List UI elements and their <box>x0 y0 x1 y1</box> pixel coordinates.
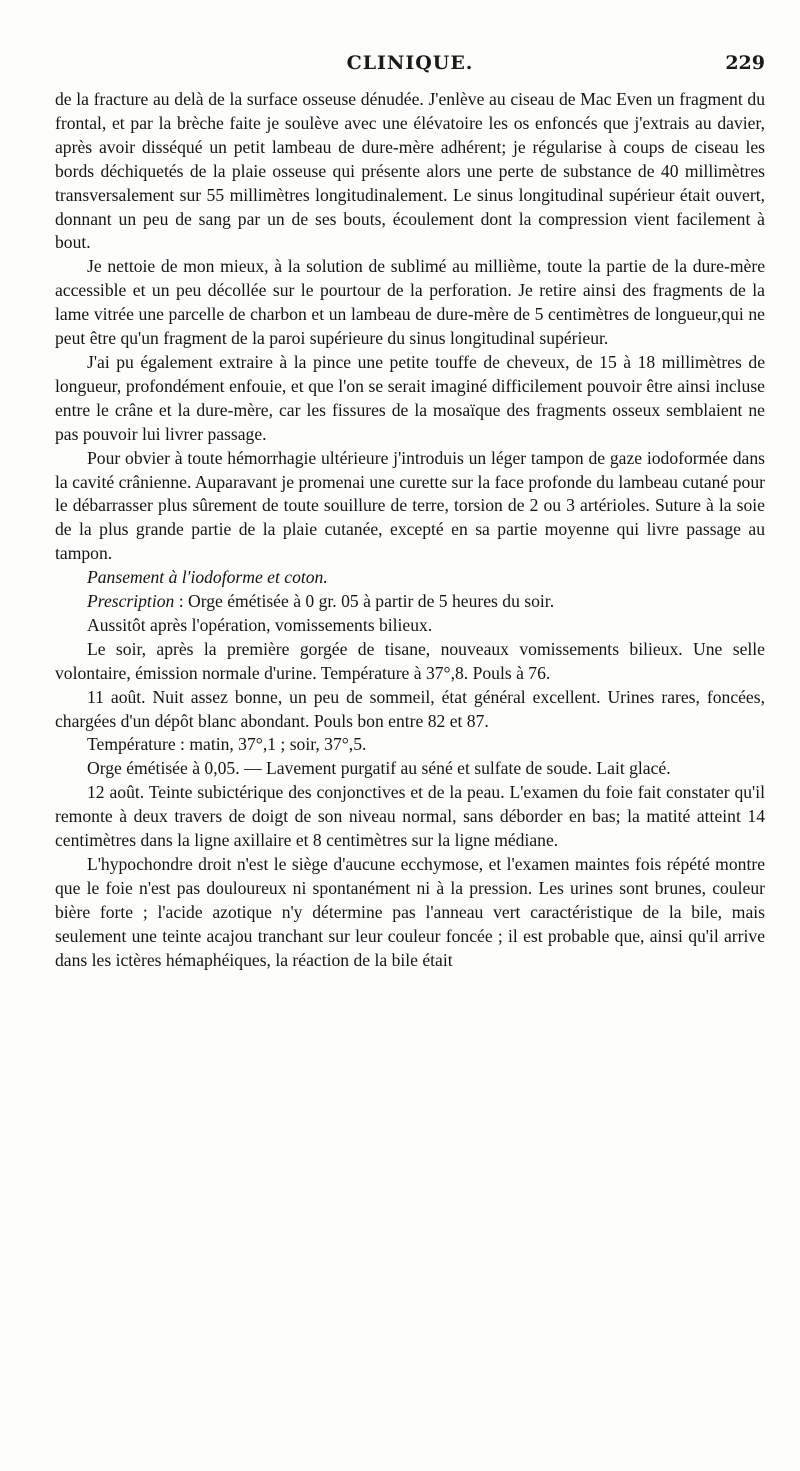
paragraph: Orge émétisée à 0,05. — Lavement purgatif au séné et sulfate de soude. Lait glacé. <box>87 758 671 779</box>
paragraph: Pour obvier à toute hémorrhagie ultérieure j'introduis un léger tampon de gaze iodoformée dans la cavité crânienne. Auparavant je promenai une curette sur la face profonde du lambeau cutané pour le débarrasser plus sûrement de toute souillure de terre, torsion de 2 ou 3 artérioles. Suture à la soie de la plus grande partie de la plaie cutanée, excepté en sa partie moyenne qui livre passage au tampon. <box>55 447 765 564</box>
paragraph: Température : matin, 37°,1 ; soir, 37°,5. <box>87 734 367 755</box>
paragraph: de la fracture au delà de la surface osseuse dénudée. J'enlève au ciseau de Mac Even un fragment du frontal, et par la brèche faite je soulève avec une élévatoire les os enfoncés que j'extrais au davier, après avoir disséqué un petit lambeau de dure-mère adhérent; je régularise à coups de ciseau les bords déchiquetés de la plaie osseuse qui présente alors une perte de substance de 40 millimètres transversalement sur 55 millimètres longitudinalement. Le sinus longitudinal supérieur était ouvert, donnant un peu de sang par un de ses bouts, écoulement dont la compression vient facilement à bout. <box>55 89 765 253</box>
running-title: CLINIQUE. <box>346 52 474 74</box>
paragraph: 12 août. Teinte subictérique des conjonctives et de la peau. L'examen du foie fait constater qu'il remonte à deux travers de doigt de son niveau normal, sans déborder en bas; la matité atteint 14 centimètres dans la ligne axillaire et 8 centimètres sur la ligne médiane. <box>55 782 765 851</box>
paragraph-dressing: Pansement à l'iodoforme et coton. <box>87 567 328 588</box>
paragraph: L'hypochondre droit n'est le siège d'aucune ecchymose, et l'examen maintes fois répété montre que le foie n'est pas douloureux ni spontanément ni à la pression. Les urines sont brunes, couleur bière forte ; l'acide azotique n'y détermine pas l'anneau vert caractéristique de la bile, mais seulement une teinte acajou tranchant sur leur couleur foncée ; il est probable que, ainsi qu'il arrive dans les ictères hémaphéiques, la réaction de la bile était <box>55 854 765 970</box>
prescription-label: Prescription <box>87 591 175 612</box>
paragraph: Le soir, après la première gorgée de tisane, nouveaux vomissements bilieux. Une selle volontaire, émission normale d'urine. Température à 37°,8. Pouls à 76. <box>55 638 765 683</box>
paragraph: 11 août. Nuit assez bonne, un peu de sommeil, état général excellent. Urines rares, foncées, chargées d'un dépôt blanc abondant. Pouls bon entre 82 et 87. <box>55 686 765 731</box>
paragraph-prescription: Prescription : Orge émétisée à 0 gr. 05 à partir de 5 heures du soir. <box>87 591 555 612</box>
running-head <box>55 52 765 82</box>
paragraph: J'ai pu également extraire à la pince une petite touffe de cheveux, de 15 à 18 millimètres de longueur, profondément enfouie, et que l'on se serait imaginé difficilement pouvoir être ainsi incluse entre le crâne et la dure-mère, car les fissures de la mosaïque des fragments osseux semblaient ne pas pouvoir lui livrer passage. <box>55 351 765 444</box>
paragraph: Aussitôt après l'opération, vomissements bilieux. <box>87 614 433 635</box>
page-number: 229 <box>725 52 765 74</box>
body-text <box>55 88 765 973</box>
paragraph: Je nettoie de mon mieux, à la solution de sublimé au millième, toute la partie de la dure-mère accessible et un peu décollée sur le pourtour de la perforation. Je retire ainsi des fragments de la lame vitrée une parcelle de charbon et un lambeau de dure-mère de 5 centimètres de longueur,qui ne peut être qu'un fragment de la paroi supérieure du sinus longitudinal supérieur. <box>55 256 765 349</box>
